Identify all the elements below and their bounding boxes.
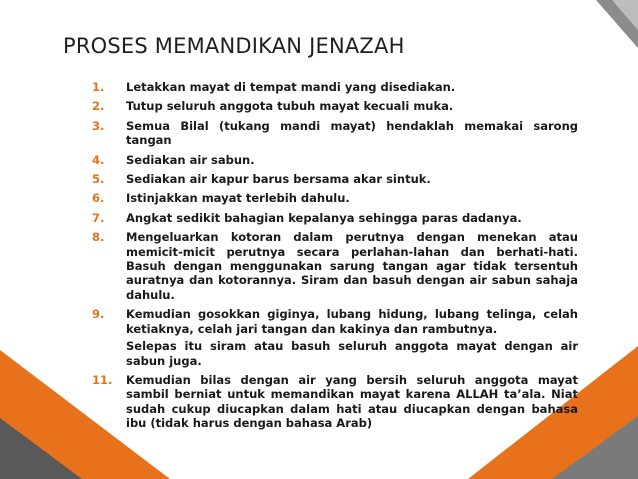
item-number: 8.: [92, 230, 105, 245]
list-item: [92, 191, 578, 205]
list-item: [92, 80, 578, 94]
list-item: [92, 172, 578, 186]
list-item: [92, 119, 578, 148]
item-number: [92, 339, 126, 368]
item-number: 11.: [92, 372, 113, 387]
item-number: 4.: [92, 152, 105, 167]
item-text: Angkat sedikit bahagian kepalanya sehingga paras dadanya.: [126, 210, 522, 225]
item-text: Sediakan air kapur barus bersama akar sintuk.: [126, 172, 431, 187]
item-text: Mengeluarkan kotoran dalam perutnya dengan menekan atau memicit-micit perutnya secara perlahan-lahan dan berhati-hati. Basuh dengan menggunakan sarung tangan agar tidak tersentuh auratnya dan kotorannya. Siram dan basuh dengan air sabun sahaja dahulu.: [126, 230, 578, 302]
list-item: [92, 211, 578, 225]
item-number: 5.: [92, 172, 105, 187]
item-number: 2.: [92, 99, 105, 114]
steps-list: [92, 80, 578, 436]
item-number: 1.: [92, 80, 105, 94]
item-text: Tutup seluruh anggota tubuh mayat kecuali muka.: [126, 99, 454, 114]
item-text: Istinjakkan mayat terlebih dahulu.: [126, 191, 350, 206]
list-item: [92, 99, 578, 113]
item-text: Sediakan air sabun.: [126, 152, 255, 167]
list-item: [92, 307, 578, 336]
item-text: Kemudian gosokkan giginya, lubang hidung, lubang telinga, celah ketiaknya, celah jari tangan dan kakinya dan rambutnya.: [126, 307, 578, 336]
item-number: 6.: [92, 191, 105, 206]
list-item: [92, 373, 578, 431]
item-number: 7.: [92, 210, 105, 225]
slide-title: PROSES MEMANDIKAN JENAZAH: [63, 34, 405, 58]
item-text: Letakkan mayat di tempat mandi yang disediakan.: [126, 80, 456, 94]
list-item: [92, 153, 578, 167]
item-number: 9.: [92, 307, 105, 322]
list-item: [92, 339, 578, 368]
item-text: Semua Bilal (tukang mandi mayat) hendaklah memakai sarong tangan: [126, 118, 578, 148]
list-item: [92, 230, 578, 302]
item-text: Kemudian bilas dengan air yang bersih seluruh anggota mayat sambil berniat untuk memandikan mayat karena ALLAH ta’ala. Niat sudah cukup diucapkan dalam hati atau diucapkan dengan bahasa ibu (tidak harus dengan bahasa Arab): [126, 372, 578, 431]
item-text: Selepas itu siram atau basuh seluruh anggota mayat dengan air sabun juga.: [126, 339, 578, 368]
item-number: 3.: [92, 118, 105, 133]
